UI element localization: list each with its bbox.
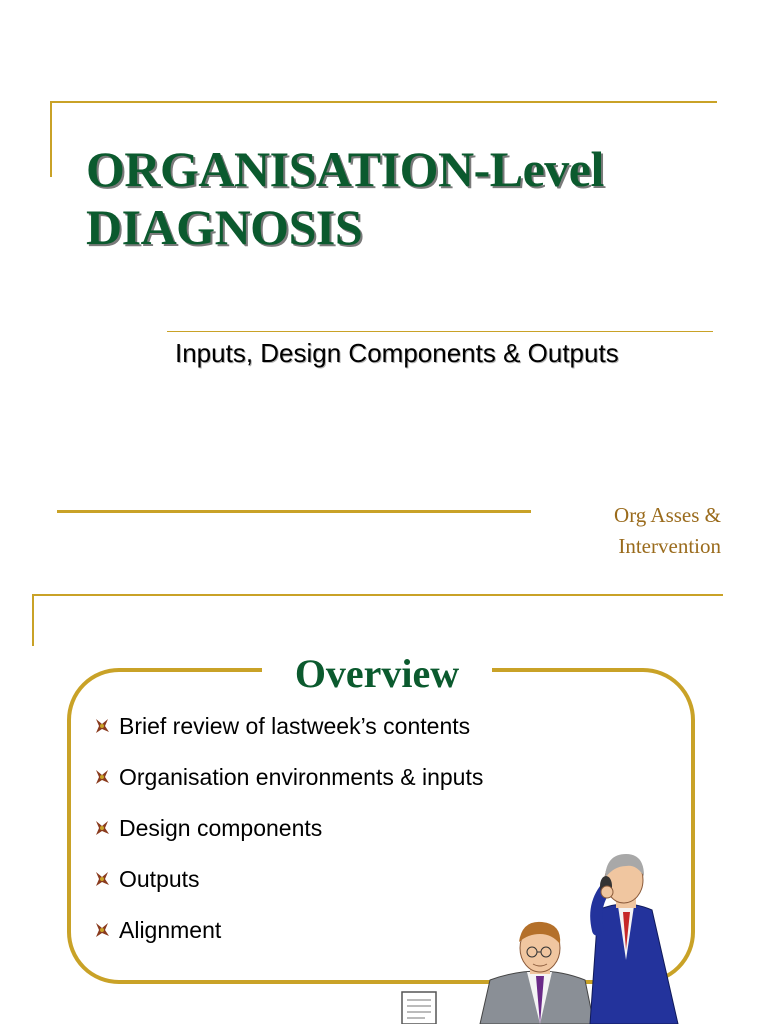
business-people-clipart [380, 840, 700, 1024]
overview-title: Overview [262, 648, 492, 700]
standing-man-figure [590, 854, 678, 1024]
list-item [93, 763, 483, 814]
slide-title [86, 140, 604, 256]
fleur-bullet-icon [93, 870, 111, 888]
footer-text [614, 500, 721, 562]
fleur-bullet-icon [93, 717, 111, 735]
top-rule-2 [32, 594, 723, 596]
slide-subtitle: Inputs, Design Components & Outputs [175, 338, 619, 368]
bullet-text: Design components [119, 815, 323, 841]
footer-rule [57, 510, 531, 513]
subtitle-rule [167, 331, 713, 332]
fleur-bullet-icon [93, 768, 111, 786]
title-line-2: DIAGNOSIS [86, 199, 363, 255]
bullet-text: Brief review of lastweek’s contents [119, 713, 471, 739]
seated-man-figure [480, 922, 594, 1024]
bullet-text: Alignment [119, 917, 222, 943]
fleur-bullet-icon [93, 921, 111, 939]
bullet-text: Outputs [119, 866, 200, 892]
list-item [93, 712, 483, 763]
footer-line-2: Intervention [618, 534, 721, 558]
footer-line-1: Org Asses & [614, 503, 721, 527]
bullet-text: Organisation environments & inputs [119, 764, 484, 790]
left-rule-2 [32, 594, 34, 646]
title-line-1: ORGANISATION-Level [86, 141, 604, 197]
fleur-bullet-icon [93, 819, 111, 837]
left-rule [50, 101, 52, 177]
document-icon [402, 992, 436, 1024]
top-rule [50, 101, 717, 103]
